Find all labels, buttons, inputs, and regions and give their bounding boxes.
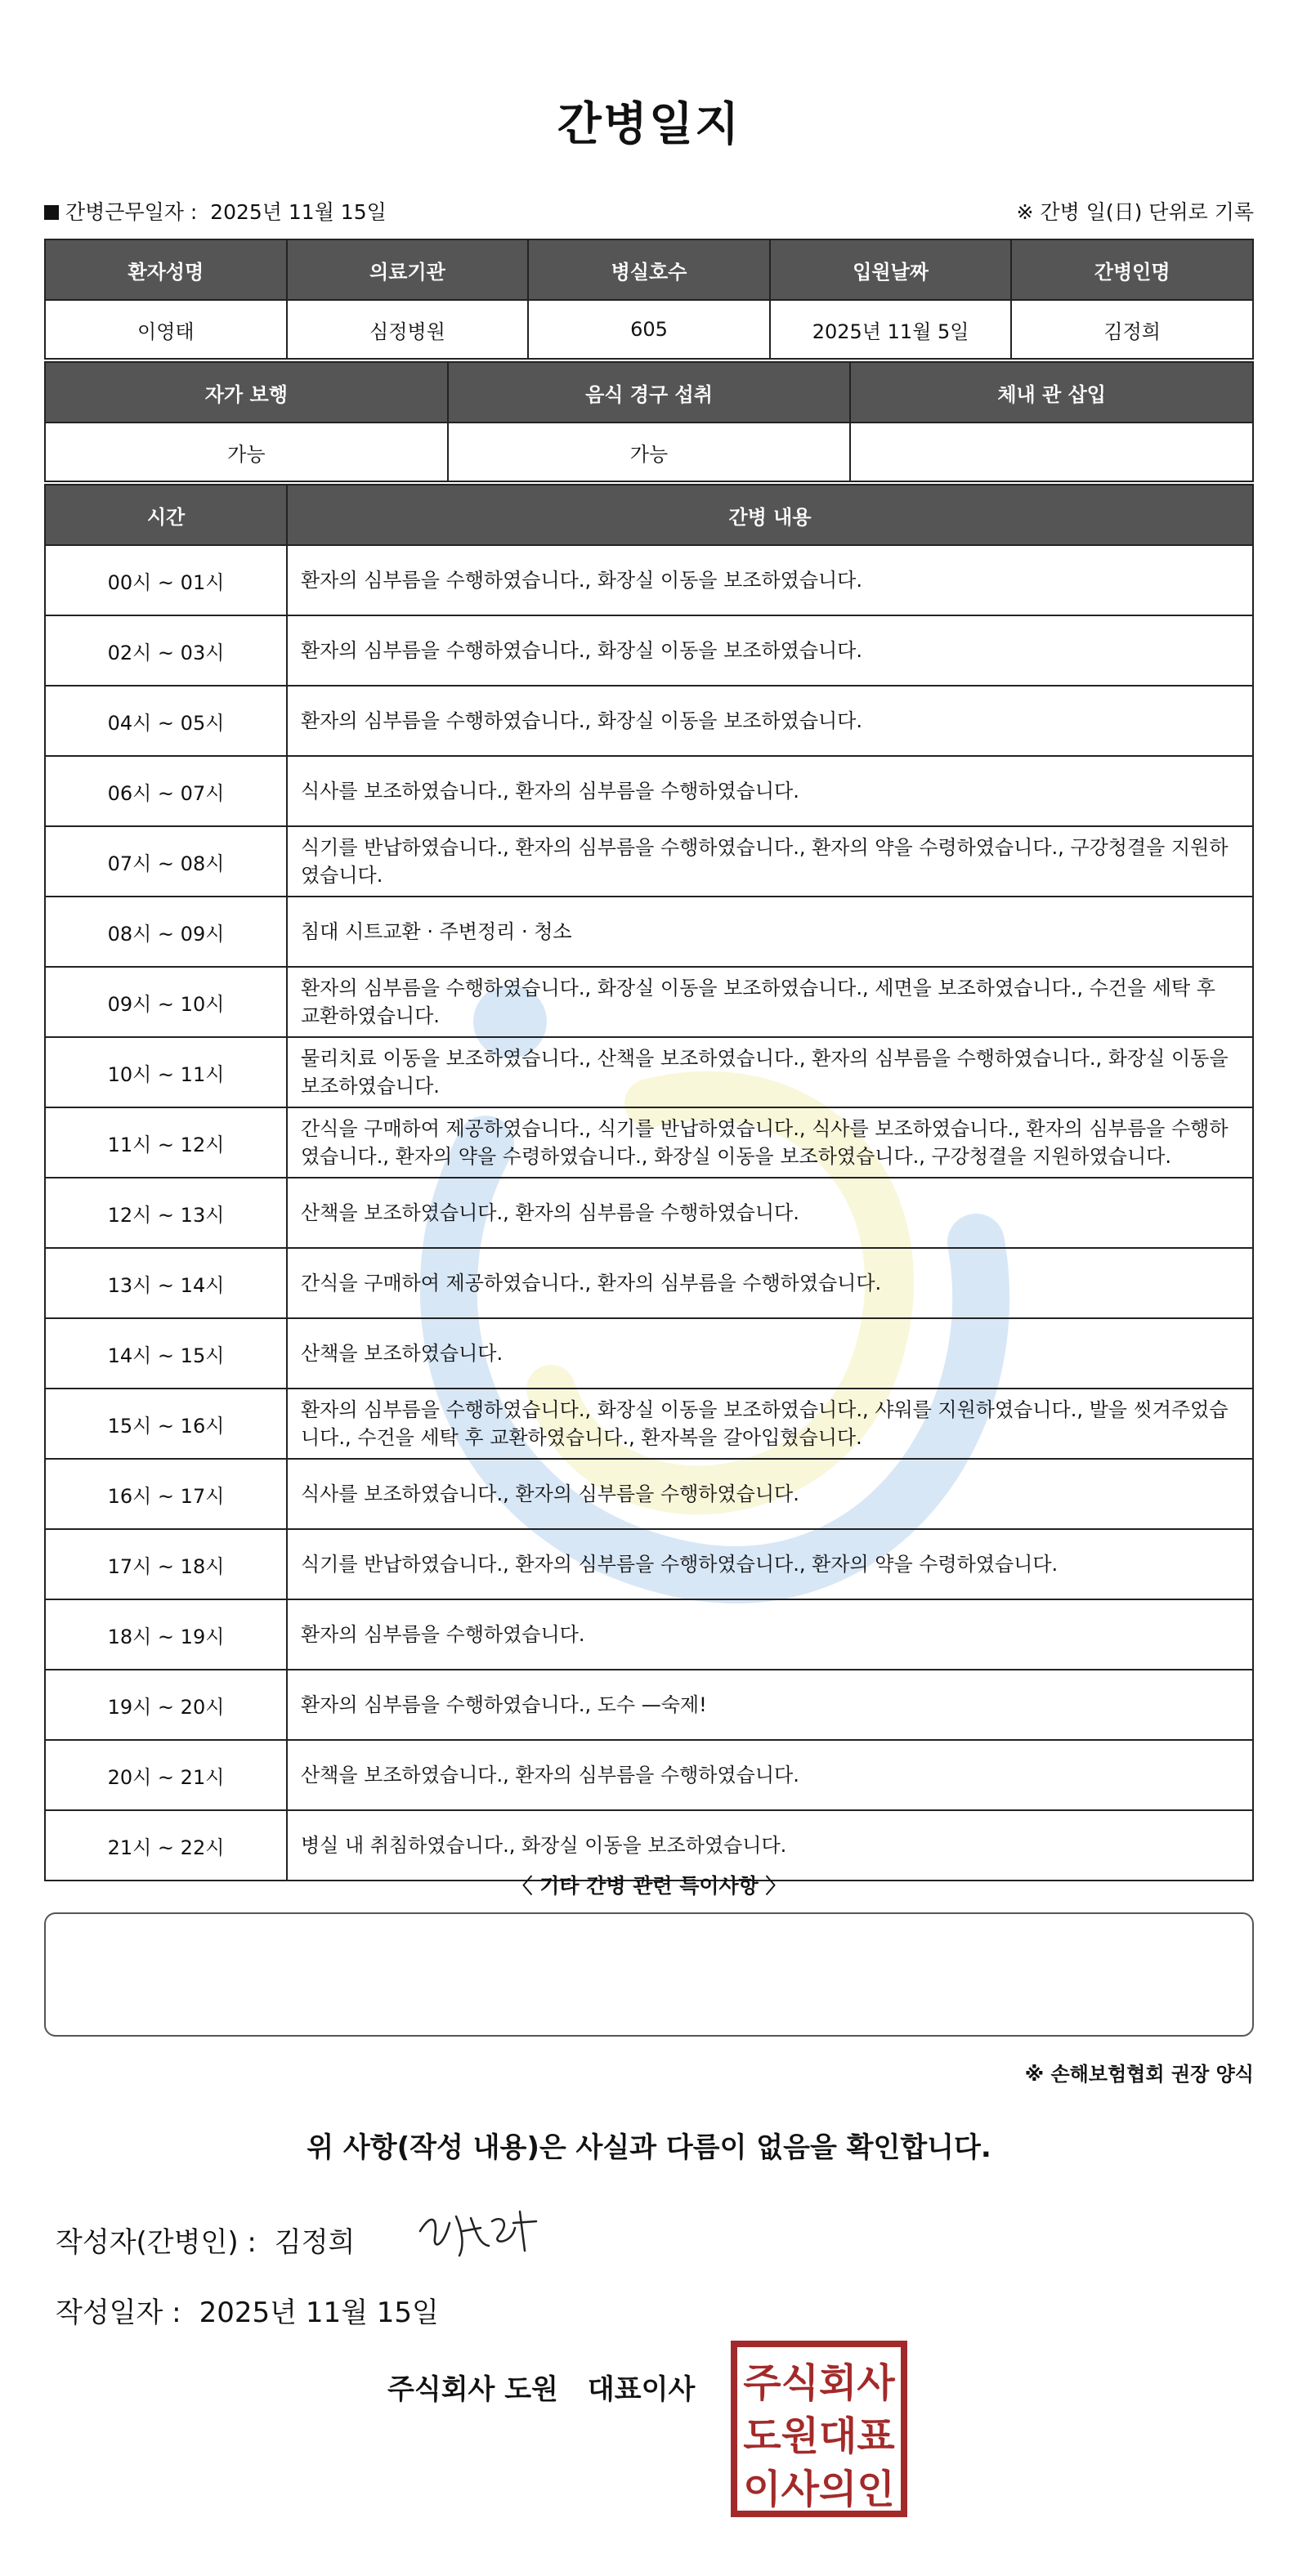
meta-row [44,196,1254,229]
ability-table-value-row [45,423,1253,481]
patient-table-header-row [45,239,1253,300]
log-row [45,967,1253,1037]
log-content: 침대 시트교환 · 주변정리 · 청소 [287,897,1253,967]
confirmation-statement: 위 사항(작성 내용)은 사실과 다름이 없음을 확인합니다. [307,2131,991,2164]
log-content: 환자의 심부름을 수행하였습니다., 화장실 이동을 보조하였습니다. [287,686,1253,756]
log-row [45,756,1253,826]
company-seal-stamp [729,2339,909,2519]
log-time: 07시 ~ 08시 [45,826,287,897]
log-time: 21시 ~ 22시 [45,1810,287,1881]
log-time: 06시 ~ 07시 [45,756,287,826]
header-oral-intake: 음식 경구 섭취 [448,362,851,423]
log-content: 환자의 심부름을 수행하였습니다., 도수 —숙제! [287,1670,1253,1740]
special-notes-box [44,1912,1254,2037]
log-time: 17시 ~ 18시 [45,1529,287,1599]
log-time: 15시 ~ 16시 [45,1389,287,1459]
page-title: 간병일지 [557,98,741,151]
log-time: 18시 ~ 19시 [45,1599,287,1670]
log-content: 물리치료 이동을 보조하였습니다., 산책을 보조하였습니다., 환자의 심부름을 수행하였습니다., 화장실 이동을 보조하였습니다. [287,1037,1253,1107]
company-line [387,2367,695,2407]
log-content: 환자의 심부름을 수행하였습니다., 화장실 이동을 보조하였습니다. [287,615,1253,686]
record-unit-note: ※ 간병 일(日) 단위로 기록 [1016,200,1254,224]
log-content: 식기를 반납하였습니다., 환자의 심부름을 수행하였습니다., 환자의 약을 수령하였습니다. [287,1529,1253,1599]
log-table-body [45,545,1253,1881]
log-row [45,826,1253,897]
log-row [45,545,1253,615]
caregiver-name: 김정희 [1011,300,1253,359]
patient-name: 이영태 [45,300,287,359]
log-time: 13시 ~ 14시 [45,1248,287,1318]
work-date-label: 간병근무일자 [65,200,184,224]
log-content: 산책을 보조하였습니다. [287,1318,1253,1389]
log-row [45,897,1253,967]
notes-title: 〈 기타 간병 관련 특이사항 〉 [512,1874,786,1898]
log-content: 산책을 보조하였습니다., 환자의 심부름을 수행하였습니다. [287,1740,1253,1810]
writer-name: 김정희 [274,2226,356,2259]
form-source-note: ※ 손해보험협회 권장 양식 [1024,2063,1254,2086]
patient-info-table [44,239,1254,360]
log-row [45,1670,1253,1740]
log-content: 간식을 구매하여 제공하였습니다., 환자의 심부름을 수행하였습니다. [287,1248,1253,1318]
log-content: 환자의 심부름을 수행하였습니다., 화장실 이동을 보조하였습니다., 세면을 보조하였습니다., 수건을 세탁 후 교환하였습니다. [287,967,1253,1037]
log-time: 12시 ~ 13시 [45,1178,287,1248]
company-name: 주식회사 도원 [387,2373,558,2406]
log-table-header-row [45,485,1253,545]
log-content: 산책을 보조하였습니다., 환자의 심부름을 수행하였습니다. [287,1178,1253,1248]
written-date-value: 2025년 11월 15일 [199,2296,439,2329]
log-time: 08시 ~ 09시 [45,897,287,967]
log-row [45,1459,1253,1529]
log-row [45,1389,1253,1459]
header-self-walking: 자가 보행 [45,362,448,423]
log-row [45,1178,1253,1248]
work-date: 간병근무일자 : 2025년 11월 15일 [44,196,387,226]
log-row [45,1740,1253,1810]
log-content: 환자의 심부름을 수행하였습니다. [287,1599,1253,1670]
room-number: 605 [528,300,770,359]
svg-text:주식회사: 주식회사 [743,2360,895,2406]
log-content: 환자의 심부름을 수행하였습니다., 화장실 이동을 보조하였습니다., 샤워를 지원하였습니다., 발을 씻겨주었습니다., 수건을 세탁 후 교환하였습니다., 환자복을 갈아입혔습니다. [287,1389,1253,1459]
header-care-content: 간병 내용 [287,485,1253,545]
log-time: 16시 ~ 17시 [45,1459,287,1529]
admission-date: 2025년 11월 5일 [770,300,1012,359]
header-tube-insertion: 체내 관 삽입 [850,362,1253,423]
log-time: 19시 ~ 20시 [45,1670,287,1740]
patient-table-value-row [45,300,1253,359]
header-caregiver-name: 간병인명 [1011,239,1253,300]
svg-text:도원대표: 도원대표 [743,2413,895,2459]
written-date-label: 작성일자 : [56,2296,181,2329]
patient-ability-table [44,361,1254,482]
log-content: 식기를 반납하였습니다., 환자의 심부름을 수행하였습니다., 환자의 약을 수령하였습니다., 구강청결을 지원하였습니다. [287,826,1253,897]
header-admission-date: 입원날짜 [770,239,1012,300]
log-time: 00시 ~ 01시 [45,545,287,615]
header-room: 병실호수 [528,239,770,300]
log-row [45,615,1253,686]
oral-intake-value: 가능 [448,423,851,481]
log-content: 병실 내 취침하였습니다., 화장실 이동을 보조하였습니다. [287,1810,1253,1881]
log-time: 11시 ~ 12시 [45,1107,287,1178]
log-time: 10시 ~ 11시 [45,1037,287,1107]
self-walking-value: 가능 [45,423,448,481]
log-content: 간식을 구매하여 제공하였습니다., 식기를 반납하였습니다., 식사를 보조하였습니다., 환자의 심부름을 수행하였습니다., 환자의 약을 수령하였습니다., 화장실 이동을 보조하였습니다., 구강청결을 지원하였습니다. [287,1107,1253,1178]
log-time: 20시 ~ 21시 [45,1740,287,1810]
square-bullet-icon [44,205,59,220]
care-log-table [44,484,1254,1881]
svg-text:이사의인: 이사의인 [743,2466,895,2512]
log-row [45,686,1253,756]
writer-line [56,2220,355,2260]
header-patient-name: 환자성명 [45,239,287,300]
log-time: 04시 ~ 05시 [45,686,287,756]
log-time: 02시 ~ 03시 [45,615,287,686]
log-content: 식사를 보조하였습니다., 환자의 심부름을 수행하였습니다. [287,1459,1253,1529]
log-row [45,1107,1253,1178]
header-time: 시간 [45,485,287,545]
written-date-line [56,2290,439,2330]
log-content: 환자의 심부름을 수행하였습니다., 화장실 이동을 보조하였습니다. [287,545,1253,615]
work-date-value: 2025년 11월 15일 [210,200,387,224]
company-representative: 대표이사 [587,2373,696,2406]
hospital-name: 심정병원 [287,300,529,359]
log-row [45,1318,1253,1389]
log-row [45,1529,1253,1599]
log-row [45,1599,1253,1670]
log-row [45,1037,1253,1107]
log-row [45,1248,1253,1318]
log-time: 14시 ~ 15시 [45,1318,287,1389]
writer-label: 작성자(간병인) : [56,2226,257,2259]
tube-insertion-value [850,423,1253,481]
log-time: 09시 ~ 10시 [45,967,287,1037]
handwritten-signature [414,2198,544,2264]
log-content: 식사를 보조하였습니다., 환자의 심부름을 수행하였습니다. [287,756,1253,826]
ability-table-header-row [45,362,1253,423]
header-hospital: 의료기관 [287,239,529,300]
